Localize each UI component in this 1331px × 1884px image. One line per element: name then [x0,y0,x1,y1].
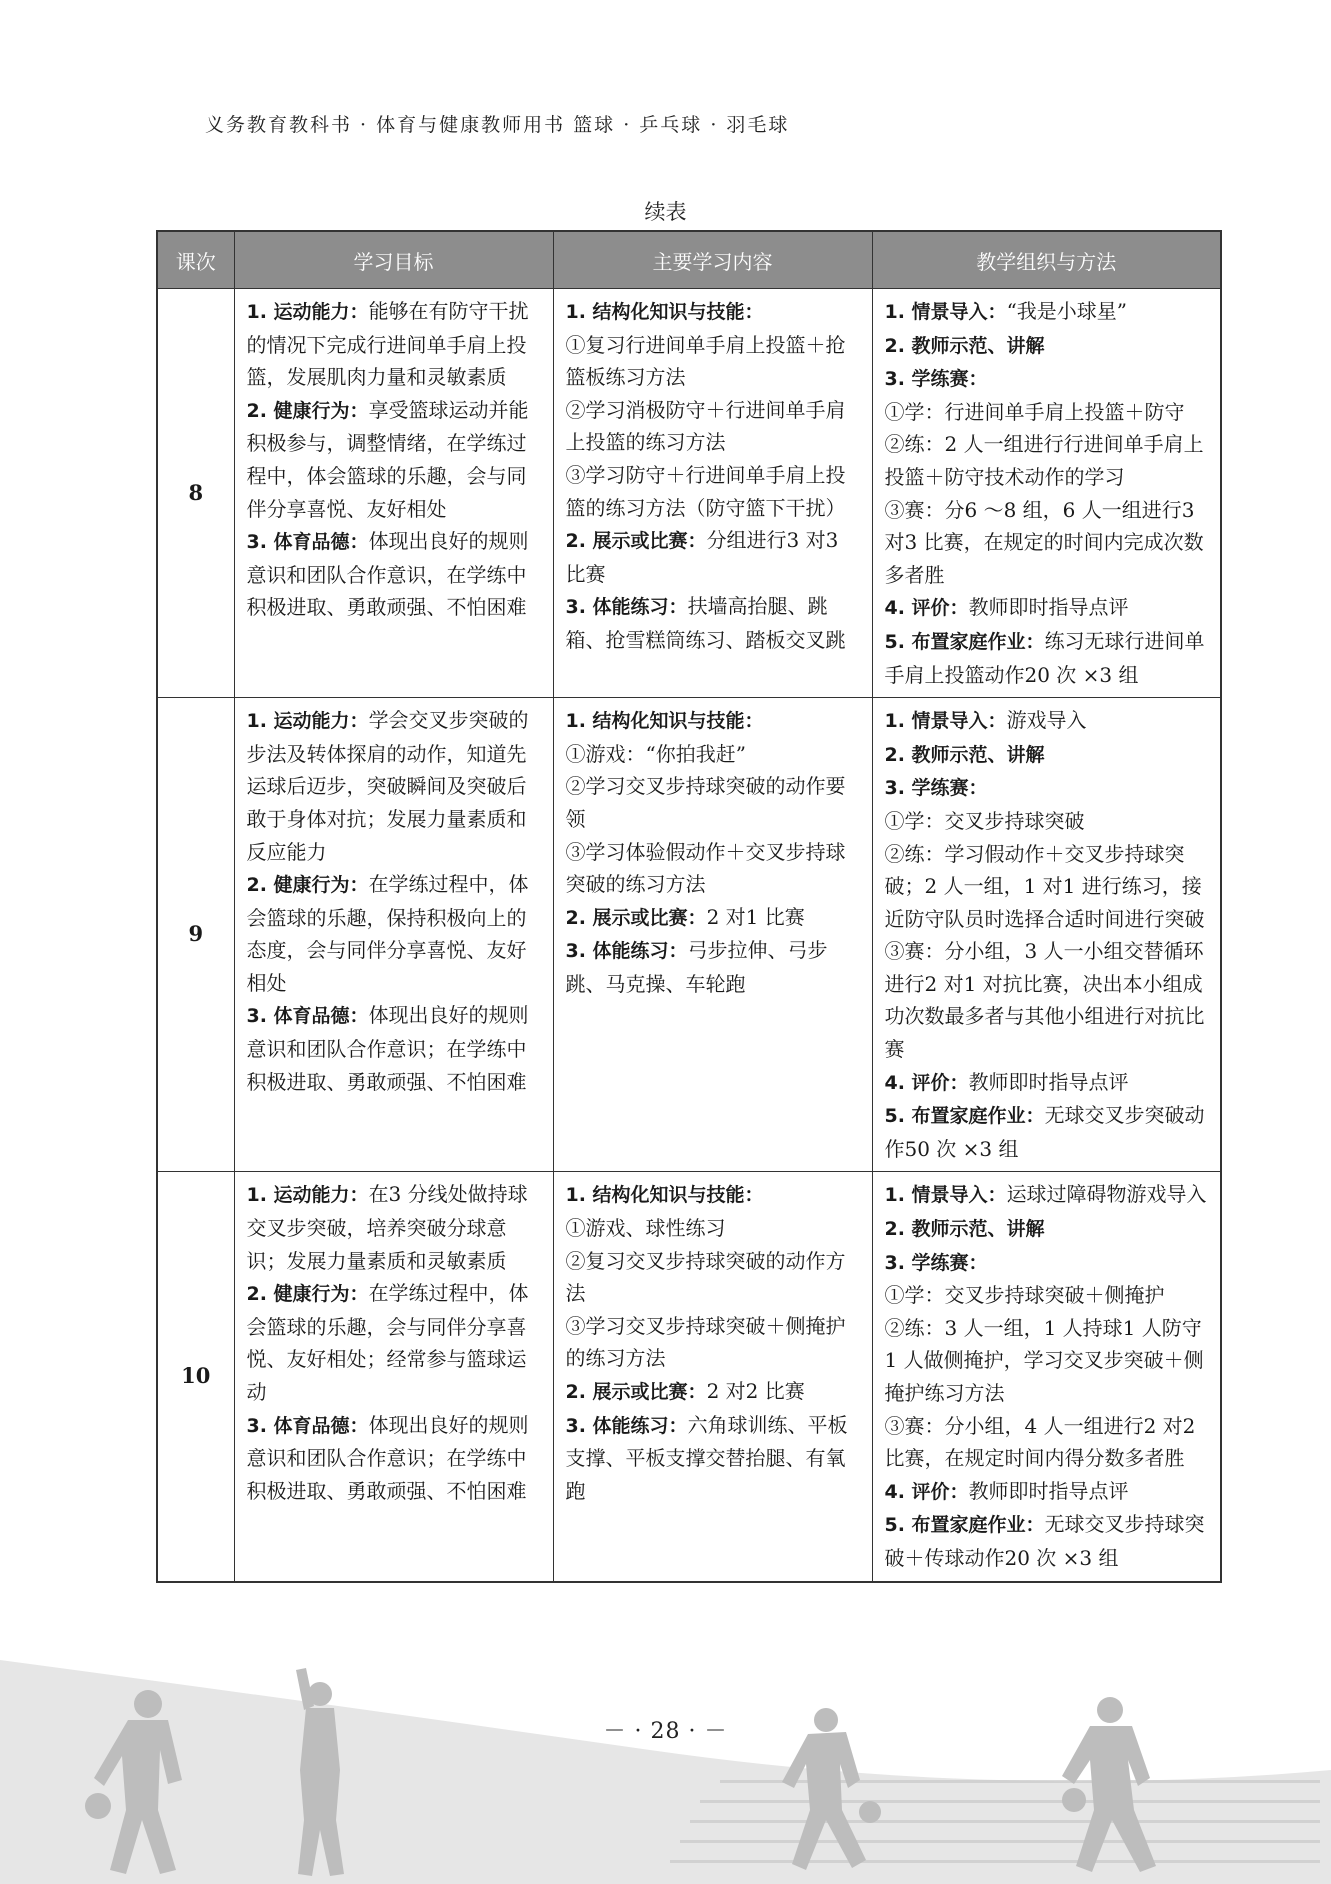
lesson-number: 8 [157,289,234,698]
item-label: 2. 展示或比赛： [565,906,707,929]
methods-cell [872,1172,1221,1582]
item-text: ③赛：分6 ～8 组，6 人一组进行3 对3 比赛，在规定的时间内完成次数多者胜 [884,497,1204,587]
cell-line [566,934,862,1000]
cell-line [885,805,1211,838]
item-label: 4. 评价： [884,1480,969,1503]
cell-line [247,999,543,1098]
goals-cell [234,1172,553,1582]
cell-line [885,1246,1211,1280]
cell-line [247,704,543,868]
table-row [157,289,1221,698]
table-row [157,698,1221,1172]
cell-line [885,1279,1211,1312]
content-cell [553,698,872,1172]
item-text: 弓步拉伸、弓步跳、马克操、车轮跑 [565,938,828,996]
item-text: ③学习交叉步持球突破＋侧掩护的练习方法 [565,1313,846,1371]
item-label: 1. 结构化知识与技能： [565,1184,764,1207]
cell-line [566,1245,862,1310]
item-label: 5. 布置家庭作业： [884,630,1045,653]
item-text: ②学习消极防守＋行进间单手肩上投篮的练习方法 [565,397,846,455]
page-number: － · 28 · － [603,1719,728,1744]
item-text: 教师即时指导点评 [968,1069,1129,1094]
item-label: 2. 教师示范、讲解 [884,743,1045,766]
cell-line [247,394,543,525]
item-text: 六角球训练、平板支撑、平板支撑交替抬腿、有氧跑 [565,1412,848,1503]
item-text: ③赛：分小组，4 人一组进行2 对2 比赛，在规定时间内得分数多者胜 [884,1413,1196,1471]
item-text: 体现出良好的规则意识和团队合作意识，在学练中积极进取、勇敢顽强、不怕困难 [246,529,529,620]
item-text: ①复习行进间单手肩上投篮＋抢篮板练习方法 [565,332,846,390]
methods-cell [872,289,1221,698]
item-label: 2. 教师示范、讲解 [884,1218,1045,1241]
header-lesson: 课次 [157,231,234,289]
cell-line [566,704,862,738]
item-label: 2. 展示或比赛： [565,1381,707,1403]
cell-line [247,1178,543,1277]
item-text: 无球交叉步持球突破＋传球动作20 次 ×3 组 [884,1512,1205,1570]
cell-line [566,1375,862,1409]
item-text: 2 对1 比赛 [706,904,805,929]
item-text: “我是小球星” [1006,299,1128,323]
item-text: 体现出良好的规则意识和团队合作意识；在学练中积极进取、勇敢顽强、不怕困难 [246,1412,529,1503]
cell-line [885,625,1211,691]
cell-line [885,838,1211,936]
item-text: ①游戏、球性练习 [565,1216,726,1241]
item-text: ②复习交叉步持球突破的动作方法 [565,1248,846,1306]
item-text: 2 对2 比赛 [706,1379,805,1403]
cell-line [885,329,1211,363]
item-label: 1. 结构化知识与技能： [565,301,764,323]
item-label: 5. 布置家庭作业： [884,1514,1045,1537]
item-text: ③学习体验假动作＋交叉步持球突破的练习方法 [565,839,846,897]
cell-line [885,1099,1211,1165]
cell-line [885,704,1211,738]
item-label: 1. 情景导入： [884,710,1007,733]
header-methods: 教学组织与方法 [872,231,1221,289]
item-label: 3. 学练赛： [884,368,988,391]
cell-line [885,396,1211,429]
item-text: ①游戏：“你拍我赶” [565,741,746,766]
cell-line [566,394,862,459]
item-label: 2. 健康行为： [246,874,369,897]
item-label: 3. 学练赛： [884,1251,988,1274]
item-text: 练习无球行进间单手肩上投篮动作20 次 ×3 组 [884,628,1205,687]
cell-line [885,428,1211,493]
cell-line [566,836,862,901]
cell-line [566,901,862,935]
table-row [157,1172,1221,1582]
item-text: 教师即时指导点评 [968,1478,1129,1503]
item-label: 1. 运动能力： [246,1184,369,1207]
header-content: 主要学习内容 [553,231,872,289]
item-text: ②练：2 人一组进行行进间单手肩上投篮＋防守技术动作的学习 [884,432,1204,489]
cell-line [247,1409,543,1508]
cell-line [566,329,862,394]
item-label: 1. 情景导入： [884,1184,1007,1207]
cell-line [885,295,1211,329]
cell-line [566,770,862,835]
item-text: 学会交叉步突破的步法及转体探肩的动作，知道先运球后迈步，突破瞬间及突破后敢于身体对抗；发展力量素质和反应能力 [246,708,529,864]
header-goals: 学习目标 [234,231,553,289]
cell-line [885,935,1211,1065]
item-text: ①学：交叉步持球突破＋侧掩护 [884,1283,1165,1308]
item-label: 2. 教师示范、讲解 [884,334,1045,357]
cell-line [885,1410,1211,1475]
item-text: 扶墙高抬腿、跳箱、抢雪糕筒练习、踏板交叉跳 [565,594,846,652]
cell-line [885,591,1211,625]
item-text: ②学习交叉步持球突破的动作要领 [565,774,846,831]
cell-line [885,1066,1211,1100]
item-label: 3. 体育品德： [246,1414,369,1437]
item-label: 1. 情景导入： [884,301,1007,323]
item-text: 游戏导入 [1006,708,1087,733]
item-label: 2. 展示或比赛： [565,530,707,553]
footer-decoration [0,1660,1331,1884]
cell-line [566,738,862,771]
cell-line [566,459,862,524]
item-text: ②练：3 人一组，1 人持球1 人防守1 人做侧掩护，学习交叉步突破＋侧掩护练习方法 [884,1315,1204,1405]
running-head: 义务教育教科书 · 体育与健康教师用书 篮球 · 乒乓球 · 羽毛球 [205,114,790,136]
item-text: ①学：交叉步持球突破 [884,808,1085,833]
cell-line [566,1409,862,1508]
lesson-plan-table [156,230,1222,1583]
item-text: 分组进行3 对3 比赛 [565,528,839,586]
cell-line [885,362,1211,396]
item-text: 在学练过程中，体会篮球的乐趣，保持积极向上的态度，会与同伴分享喜悦、友好相处 [246,872,529,995]
cell-line [885,738,1211,772]
content-cell [553,289,872,698]
table-caption: 续表 [644,200,687,224]
item-text: 教师即时指导点评 [968,595,1129,620]
item-text: ③学习防守＋行进间单手肩上投篮的练习方法（防守篮下干扰） [565,462,846,520]
item-text: 体现出良好的规则意识和团队合作意识；在学练中积极进取、勇敢顽强、不怕困难 [246,1003,529,1094]
item-text: 在学练过程中，体会篮球的乐趣，会与同伴分享喜悦、友好相处；经常参与篮球运动 [246,1281,529,1404]
lesson-number: 9 [157,698,234,1172]
item-label: 4. 评价： [884,597,969,620]
cell-line [566,1178,862,1212]
item-text: ②练：学习假动作＋交叉步持球突破；2 人一组，1 对1 进行练习，接近防守队员时选择合适时间进行突破 [884,841,1205,931]
cell-line [247,1277,543,1408]
cell-line [885,1475,1211,1509]
cell-line [247,525,543,624]
item-label: 2. 健康行为： [246,1283,369,1306]
cell-line [566,524,862,590]
content-cell [553,1172,872,1582]
cell-line [566,590,862,656]
cell-line [885,1312,1211,1410]
cell-line [247,295,543,394]
item-text: ③赛：分小组，3 人一小组交替循环进行2 对1 对抗比赛，决出本小组成功次数最多者与其他小组进行对抗比赛 [884,939,1205,1062]
table-header-row [157,231,1221,289]
item-label: 1. 结构化知识与技能： [565,710,764,733]
item-text: 在3 分线处做持球交叉步突破，培养突破分球意识；发展力量素质和灵敏素质 [246,1182,528,1273]
item-text: 享受篮球运动并能积极参与，调整情绪，在学练过程中，体会篮球的乐趣，会与同伴分享喜悦、友好相处 [246,397,529,521]
item-label: 3. 学练赛： [884,777,988,800]
item-label: 4. 评价： [884,1071,969,1094]
cell-line [885,1178,1211,1212]
item-label: 2. 健康行为： [246,399,369,422]
cell-line [885,1212,1211,1246]
item-label: 3. 体能练习： [565,1414,688,1437]
item-label: 3. 体能练习： [565,940,688,963]
cell-line [885,494,1211,592]
cell-line [885,1508,1211,1574]
item-label: 3. 体育品德： [246,1005,369,1028]
item-label: 1. 运动能力： [246,710,369,733]
goals-cell [234,289,553,698]
cell-line [566,295,862,329]
item-label: 5. 布置家庭作业： [884,1105,1045,1128]
item-text: ①学：行进间单手肩上投篮＋防守 [884,399,1185,424]
lesson-number: 10 [157,1172,234,1582]
cell-line [566,1310,862,1375]
cell-line [566,1212,862,1245]
item-label: 1. 运动能力： [246,301,369,323]
item-text: 无球交叉步突破动作50 次 ×3 组 [884,1103,1205,1161]
goals-cell [234,698,553,1172]
item-label: 3. 体育品德： [246,531,369,554]
cell-line [247,868,543,999]
item-text: 能够在有防守干扰的情况下完成行进间单手肩上投篮，发展肌肉力量和灵敏素质 [246,299,529,390]
methods-cell [872,698,1221,1172]
cell-line [885,771,1211,805]
item-label: 3. 体能练习： [565,596,688,619]
item-text: 运球过障碍物游戏导入 [1006,1182,1207,1207]
